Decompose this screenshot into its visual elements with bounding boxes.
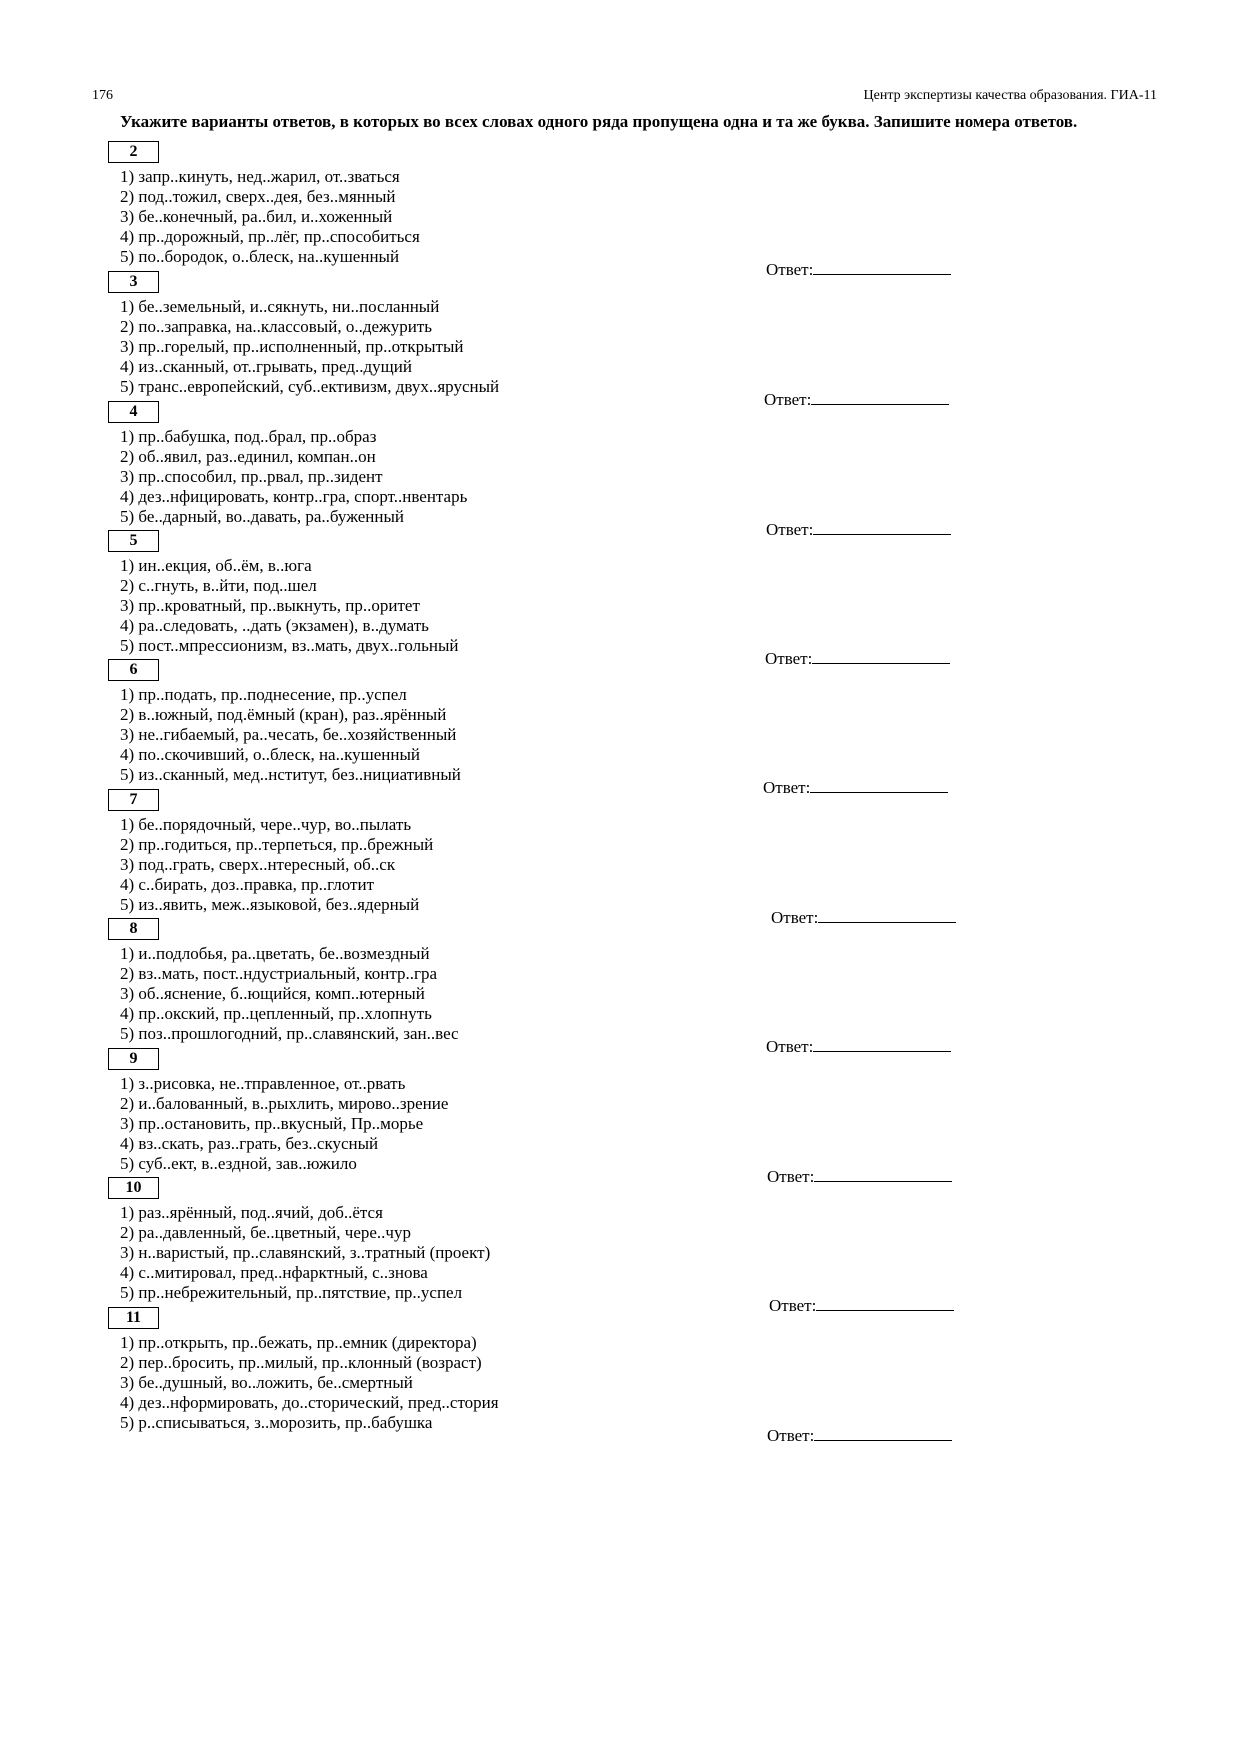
answer-option: 1) бе..порядочный, чере..чур, во..пылать (120, 815, 412, 834)
answer-blank-line[interactable] (818, 906, 956, 923)
answer-option: 3) пр..способил, пр..рвал, пр..зидент (120, 467, 383, 486)
answer-blank-line[interactable] (814, 1165, 952, 1182)
answer-label: Ответ: (771, 908, 819, 927)
answer-option: 3) бе..конечный, ра..бил, и..хоженный (120, 207, 393, 226)
answer-option: 1) бе..земельный, и..сякнуть, ни..посланный (120, 297, 440, 316)
task-number-box: 7 (108, 789, 159, 811)
answer-option: 2) об..явил, раз..единил, компан..он (120, 447, 376, 466)
answer-label: Ответ: (769, 1296, 817, 1315)
task-number-box: 11 (108, 1307, 159, 1329)
answer-option: 5) по..бородок, о..блеск, на..кушенный (120, 247, 400, 266)
task-number-box: 6 (108, 659, 159, 681)
answer-label: Ответ: (767, 1426, 815, 1445)
answer-label: Ответ: (767, 1167, 815, 1186)
answer-option: 3) пр..остановить, пр..вкусный, Пр..морье (120, 1114, 424, 1133)
task-number-box: 2 (108, 141, 159, 163)
answer-field[interactable] (771, 906, 956, 928)
instruction-text: Укажите варианты ответов, в которых во всех словах одного ряда пропущена одна и та же буква. Запишите номера ответов. (120, 112, 1078, 131)
answer-option: 3) пр..горелый, пр..исполненный, пр..открытый (120, 337, 464, 356)
task-number-box: 9 (108, 1048, 159, 1070)
answer-option: 2) ра..давленный, бе..цветный, чере..чур (120, 1223, 411, 1242)
answer-field[interactable] (766, 518, 951, 540)
answer-option: 2) пер..бросить, пр..милый, пр..клонный (возраст) (120, 1353, 482, 1372)
answer-option: 3) под..грать, сверх..нтересный, об..ск (120, 855, 396, 874)
answer-option: 3) об..яснение, б..ющийся, комп..ютерный (120, 984, 425, 1003)
header-source: Центр экспертизы качества образования. ГИА-11 (863, 88, 1157, 103)
answer-option: 4) пр..дорожный, пр..лёг, пр..способиться (120, 227, 420, 246)
answer-option: 4) с..бирать, доз..правка, пр..глотит (120, 875, 374, 894)
answer-option: 5) транс..европейский, суб..ективизм, двух..ярусный (120, 377, 500, 396)
page-number: 176 (92, 88, 113, 103)
answer-blank-line[interactable] (814, 1424, 952, 1441)
answer-field[interactable] (766, 258, 951, 280)
answer-option: 4) из..сканный, от..грывать, пред..дущий (120, 357, 412, 376)
answer-option: 4) дез..нфицировать, контр..гра, спорт..нвентарь (120, 487, 468, 506)
answer-blank-line[interactable] (812, 647, 950, 664)
answer-option: 1) запр..кинуть, нед..жарил, от..зваться (120, 167, 400, 186)
answer-option: 2) в..южный, под.ёмный (кран), раз..ярённый (120, 705, 447, 724)
answer-field[interactable] (769, 1294, 954, 1316)
answer-label: Ответ: (766, 1037, 814, 1056)
answer-field[interactable] (763, 776, 948, 798)
answer-field[interactable] (767, 1424, 952, 1446)
answer-option: 1) з..рисовка, не..тправленное, от..рвать (120, 1074, 406, 1093)
answer-option: 2) под..тожил, сверх..дея, без..мянный (120, 187, 396, 206)
answer-option: 4) ра..следовать, ..дать (экзамен), в..думать (120, 616, 429, 635)
answer-option: 5) из..сканный, мед..нститут, без..нициативный (120, 765, 461, 784)
answer-option: 4) вз..скать, раз..грать, без..скусный (120, 1134, 379, 1153)
answer-option: 3) н..варистый, пр..славянский, з..тратный (проект) (120, 1243, 491, 1262)
answer-option: 4) с..митировал, пред..нфарктный, с..знова (120, 1263, 428, 1282)
answer-option: 2) и..балованный, в..рыхлить, мирово..зрение (120, 1094, 449, 1113)
answer-option: 5) бе..дарный, во..давать, ра..буженный (120, 507, 404, 526)
answer-field[interactable] (766, 1035, 951, 1057)
answer-option: 1) пр..открыть, пр..бежать, пр..емник (директора) (120, 1333, 477, 1352)
answer-option: 1) ин..екция, об..ём, в..юга (120, 556, 312, 575)
answer-option: 1) пр..бабушка, под..брал, пр..образ (120, 427, 377, 446)
answer-option: 3) бе..душный, во..ложить, бе..смертный (120, 1373, 413, 1392)
task-number-box: 4 (108, 401, 159, 423)
answer-option: 5) пр..небрежительный, пр..пятствие, пр..успел (120, 1283, 463, 1302)
answer-label: Ответ: (766, 260, 814, 279)
answer-option: 2) вз..мать, пост..ндустриальный, контр..гра (120, 964, 438, 983)
task-number-box: 10 (108, 1177, 159, 1199)
answer-label: Ответ: (765, 649, 813, 668)
answer-option: 1) и..подлобья, ра..цветать, бе..возмездный (120, 944, 430, 963)
answer-option: 4) дез..нформировать, до..сторический, пред..стория (120, 1393, 499, 1412)
answer-option: 5) поз..прошлогодний, пр..славянский, зан..вес (120, 1024, 459, 1043)
answer-field[interactable] (764, 388, 949, 410)
answer-label: Ответ: (763, 778, 811, 797)
answer-option: 5) из..явить, меж..языковой, без..ядерный (120, 895, 420, 914)
answer-option: 5) суб..ект, в..ездной, зав..южило (120, 1154, 357, 1173)
answer-blank-line[interactable] (816, 1294, 954, 1311)
answer-option: 4) по..скочивший, о..блеск, на..кушенный (120, 745, 420, 764)
answer-option: 2) пр..годиться, пр..терпеться, пр..брежный (120, 835, 434, 854)
answer-blank-line[interactable] (813, 258, 951, 275)
answer-option: 1) раз..ярённый, под..ячий, доб..ётся (120, 1203, 383, 1222)
task-number-box: 3 (108, 271, 159, 293)
answer-field[interactable] (767, 1165, 952, 1187)
answer-option: 2) по..заправка, на..классовый, о..дежурить (120, 317, 433, 336)
answer-blank-line[interactable] (813, 1035, 951, 1052)
task-number-box: 5 (108, 530, 159, 552)
answer-option: 3) не..гибаемый, ра..чесать, бе..хозяйственный (120, 725, 457, 744)
answer-label: Ответ: (766, 520, 814, 539)
answer-field[interactable] (765, 647, 950, 669)
answer-option: 1) пр..подать, пр..поднесение, пр..успел (120, 685, 407, 704)
answer-option: 4) пр..окский, пр..цепленный, пр..хлопнуть (120, 1004, 432, 1023)
answer-blank-line[interactable] (813, 518, 951, 535)
answer-option: 5) р..списываться, з..морозить, пр..бабушка (120, 1413, 433, 1432)
answer-blank-line[interactable] (810, 776, 948, 793)
answer-option: 5) пост..мпрессионизм, вз..мать, двух..гольный (120, 636, 459, 655)
answer-blank-line[interactable] (811, 388, 949, 405)
task-number-box: 8 (108, 918, 159, 940)
answer-option: 3) пр..кроватный, пр..выкнуть, пр..оритет (120, 596, 420, 615)
answer-label: Ответ: (764, 390, 812, 409)
answer-option: 2) с..гнуть, в..йти, под..шел (120, 576, 317, 595)
